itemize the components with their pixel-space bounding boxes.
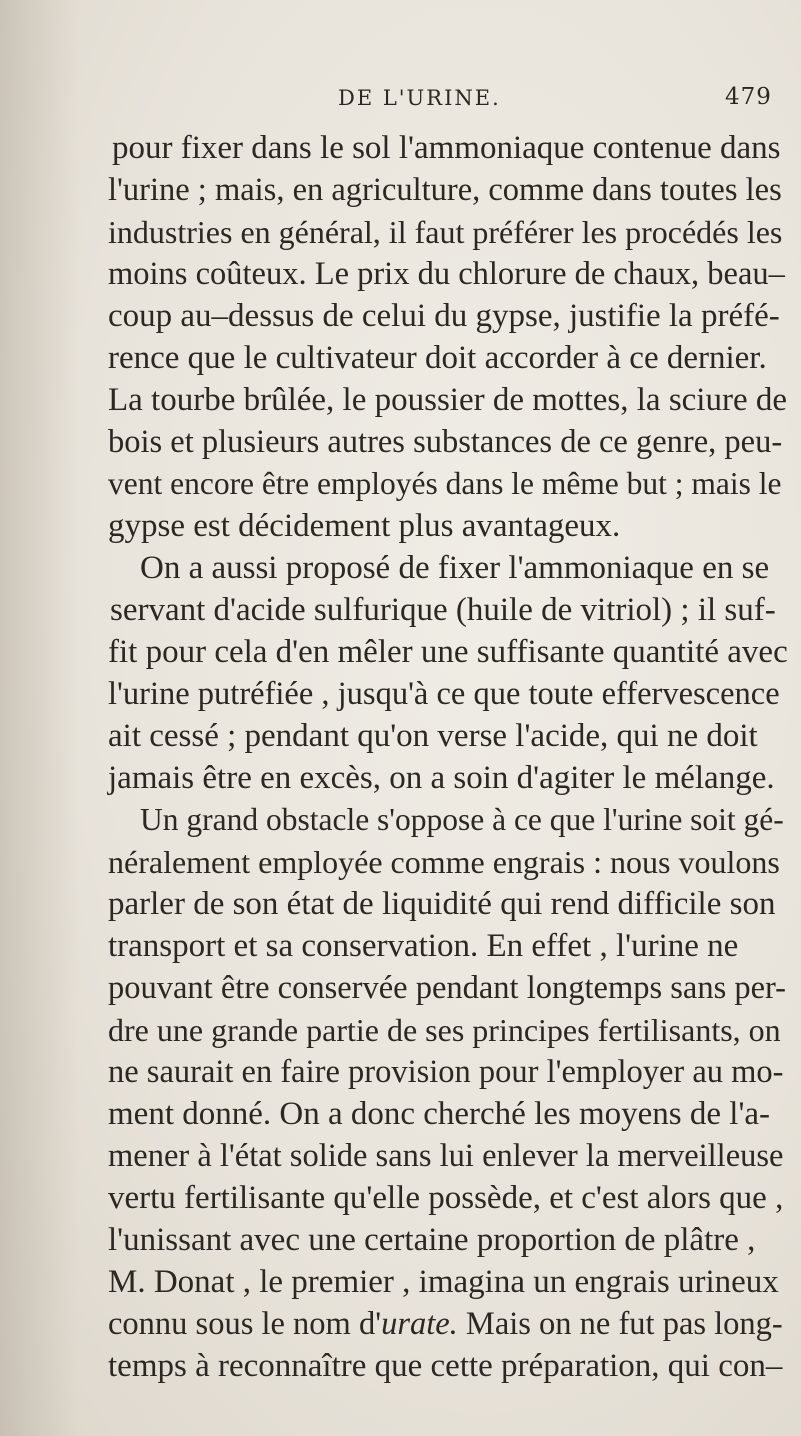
text-line: pour fixer dans le sol l'ammoniaque contenue dans	[112, 130, 781, 166]
text-line: La tourbe brûlée, le poussier de mottes, la sciure de	[108, 382, 788, 418]
text-line: mener à l'état solide sans lui enlever la merveilleuse	[108, 1138, 784, 1174]
text-line: ment donné. On a donc cherché les moyens de l'a-	[108, 1096, 771, 1132]
text-line: industries en général, il faut préférer les procédés les	[108, 214, 783, 250]
text-line: néralement employée comme engrais : nous voulons	[108, 844, 780, 880]
text-line: rence que le cultivateur doit accorder à ce dernier.	[108, 340, 767, 376]
text-line-part: Mais on ne fut pas long-	[457, 1306, 783, 1342]
running-title: DE L'URINE.	[338, 86, 501, 110]
text-line: ait cessé ; pendant qu'on verse l'acide, qui ne doit	[108, 718, 758, 754]
page-gutter-shadow	[0, 0, 80, 1436]
text-line: temps à reconnaître que cette préparation, qui con–	[108, 1348, 783, 1384]
text-line: bois et plusieurs autres substances de ce genre, peu-	[108, 424, 783, 460]
italic-term: urate.	[381, 1306, 458, 1342]
text-line: On a aussi proposé de fixer l'ammoniaque en se	[140, 550, 770, 586]
text-line: vent encore être employés dans le même but ; mais le	[108, 466, 782, 501]
text-line: pouvant être conservée pendant longtemps sans per-	[108, 970, 787, 1006]
page-header	[0, 86, 801, 120]
text-line: dre une grande partie de ses principes fertilisants, on	[108, 1012, 781, 1048]
text-line: Un grand obstacle s'oppose à ce que l'urine soit gé-	[140, 802, 784, 837]
text-line: l'unissant avec une certaine proportion de plâtre ,	[108, 1222, 756, 1258]
text-line: servant d'acide sulfurique (huile de vitriol) ; il suf-	[110, 592, 776, 628]
text-line: fit pour cela d'en mêler une suffisante quantité avec	[108, 634, 788, 670]
text-line: gypse est décidement plus avantageux.	[108, 508, 621, 544]
text-line	[108, 1304, 783, 1344]
text-line: l'urine ; mais, en agriculture, comme dans toutes les	[108, 172, 782, 208]
text-line-part: connu sous le nom d'	[108, 1306, 382, 1342]
page-number: 479	[725, 84, 772, 110]
text-line: vertu fertilisante qu'elle possède, et c'est alors que ,	[108, 1180, 784, 1216]
text-line: ne saurait en faire provision pour l'employer au mo-	[108, 1054, 784, 1090]
text-line: jamais être en excès, on a soin d'agiter le mélange.	[108, 760, 775, 796]
text-line: parler de son état de liquidité qui rend difficile son	[108, 886, 776, 922]
text-line: moins coûteux. Le prix du chlorure de chaux, beau–	[108, 256, 785, 292]
text-line: transport et sa conservation. En effet , l'urine ne	[108, 928, 739, 964]
text-line: l'urine putréfiée , jusqu'à ce que toute effervescence	[108, 676, 780, 712]
text-line: coup au–dessus de celui du gypse, justifie la préfé-	[108, 298, 780, 334]
text-line: M. Donat , le premier , imagina un engrais urineux	[108, 1264, 779, 1300]
